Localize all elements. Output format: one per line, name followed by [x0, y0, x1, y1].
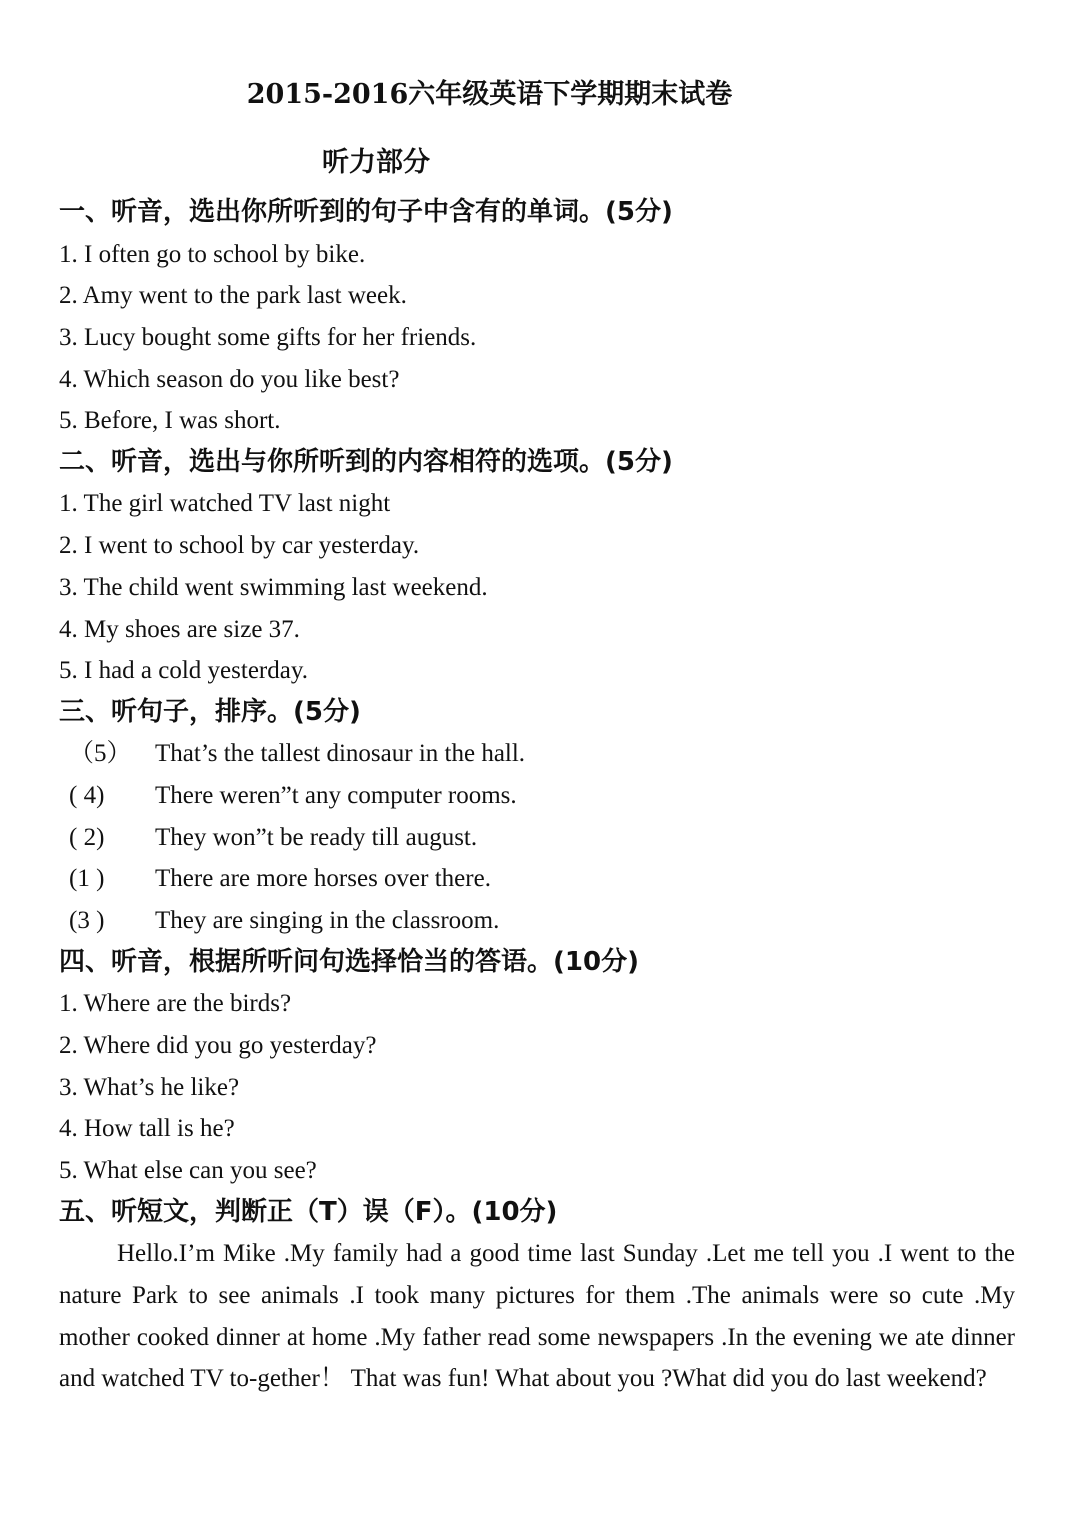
order-number: ( 2)	[69, 823, 105, 851]
section-3-heading: 三、听句子，排序。(5分)	[59, 696, 361, 727]
order-number: ( 4)	[69, 782, 105, 810]
section-2-heading: 二、听音，选出与你所听到的内容相符的选项。(5分)	[59, 446, 673, 477]
list-item: 2. Where did you go yesterday?	[59, 1032, 377, 1059]
order-text: They are singing in the classroom.	[155, 907, 500, 935]
list-item: 4. How tall is he?	[59, 1115, 235, 1143]
page-title-text: 2015-2016六年级英语下学期期末试卷	[246, 79, 733, 110]
list-item: 1. The girl watched TV last night	[59, 490, 391, 518]
section-4-heading: 四、听音，根据所听问句选择恰当的答语。(10分)	[59, 946, 639, 977]
list-item: 3. Lucy bought some gifts for her friends.	[59, 323, 477, 351]
list-item: 4. Which season do you like best?	[59, 365, 400, 393]
list-item: 3. What’s he like?	[59, 1073, 240, 1101]
order-text: They won”t be ready till august.	[155, 823, 478, 851]
order-item	[59, 733, 1019, 775]
list-item: 5. Before, I was short.	[59, 407, 281, 435]
section-5-heading: 五、听短文，判断正（T）误（F）。(10分)	[59, 1196, 558, 1227]
list-item: 3. The child went swimming last weekend.	[59, 573, 488, 601]
list-item: 5. What else can you see?	[59, 1157, 317, 1185]
order-text: There weren”t any computer rooms.	[155, 782, 517, 810]
order-number: （5）	[69, 740, 132, 768]
order-text: That’s the tallest dinosaur in the hall.	[155, 740, 526, 768]
order-item	[59, 775, 1019, 817]
list-item: 2. I went to school by car yesterday.	[59, 532, 420, 560]
page-title	[0, 72, 1075, 111]
order-text: There are more horses over there.	[155, 865, 491, 893]
list-item: 1. I often go to school by bike.	[59, 240, 366, 268]
order-number: (3 )	[69, 907, 105, 935]
order-item	[59, 817, 1019, 859]
order-item	[59, 900, 1019, 942]
list-item: 1. Where are the birds?	[59, 990, 292, 1018]
list-item: 5. I had a cold yesterday.	[59, 657, 308, 685]
list-item: 4. My shoes are size 37.	[59, 615, 300, 643]
exam-content	[59, 192, 1019, 1400]
section-1-heading: 一、听音，选出你所听到的句子中含有的单词。(5分)	[59, 197, 673, 227]
order-item	[59, 858, 1019, 900]
section-subtitle: 听力部分	[322, 147, 430, 178]
order-number: (1 )	[69, 865, 105, 893]
list-item: 2. Amy went to the park last week.	[59, 282, 407, 310]
passage-paragraph: Hello.I’m Mike .My family had a good time last Sunday .Let me tell you .I went to the nature Park to see animals .I took many pictures for them .The animals were so cute .My mother cooked dinner at home .My father read some newspapers .In the evening we ate dinner and watched TV to-gether！ That was fun! What about you ?What did you do last weekend?	[59, 1240, 1015, 1393]
